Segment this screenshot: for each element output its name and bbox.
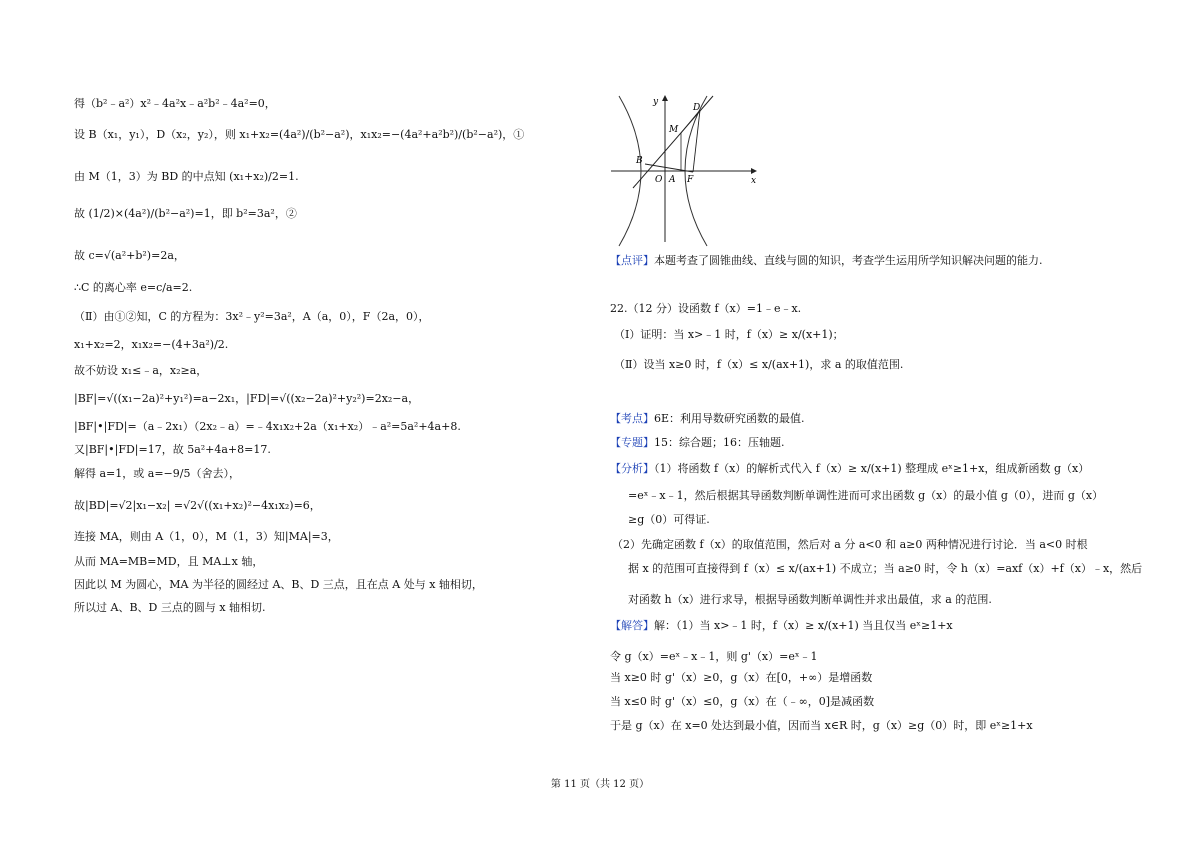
kaodian-line — [610, 412, 805, 426]
x-axis-arrow — [751, 168, 757, 174]
left-line-17: 因此以 M 为圆心，MA 为半径的圆经过 A、B、D 三点，且在点 A 处与 x 轴相切， — [74, 578, 483, 591]
fenxi-tag: 【分析】 — [610, 462, 654, 475]
left-line-9: 故不妨设 x₁≤﹣a，x₂≥a， — [74, 364, 208, 377]
label-y: y — [653, 97, 659, 107]
jieda-line-1 — [610, 619, 953, 633]
hyperbola-figure — [605, 92, 765, 250]
jieda-line-5: 于是 g（x）在 x=0 处达到最小值，因而当 x∈R 时，g（x）≥g（0）时，即 eˣ≥1+x — [610, 719, 1033, 732]
jieda-text-1: 解：（1）当 x>﹣1 时，f（x）≥ x/(x+1) 当且仅当 eˣ≥1+x — [654, 619, 953, 632]
left-line-15: 连接 MA，则由 A（1，0），M（1，3）知|MA|=3， — [74, 530, 339, 543]
left-line-8: x₁+x₂=2，x₁x₂=−(4+3a²)/2. — [74, 338, 229, 351]
dianping-text: 本题考查了圆锥曲线、直线与圆的知识，考查学生运用所学知识解决问题的能力. — [654, 254, 1043, 267]
left-line-18: 所以过 A、B、D 三点的圆与 x 轴相切. — [74, 601, 266, 614]
left-line-6: ∴C 的离心率 e=c/a=2. — [74, 281, 193, 294]
fenxi-line-3: ≥g（0）可得证. — [628, 513, 710, 526]
zhuanti-line — [610, 436, 785, 450]
left-line-12: 又|BF|•|FD|=17，故 5a²+4a+8=17. — [74, 443, 271, 456]
fenxi-line-5: 据 x 的范围可直接得到 f（x）≤ x/(ax+1) 不成立；当 a≥0 时，令 h（x）=axf（x）+f（x）﹣x，然后 — [628, 562, 1143, 575]
left-line-11: |BF|•|FD|=（a﹣2x₁）（2x₂﹣a）=﹣4x₁x₂+2a（x₁+x₂）﹣a²=5a²+4a+8. — [74, 420, 461, 433]
fenxi-text-1: （1）将函数 f（x）的解析式代入 f（x）≥ x/(x+1) 整理成 eˣ≥1+x，组成新函数 g（x） — [654, 462, 1090, 475]
label-m: M — [669, 125, 679, 135]
kaodian-text: 6E：利用导数研究函数的最值. — [654, 412, 805, 425]
y-axis-arrow — [662, 95, 668, 101]
dianping-tag: 【点评】 — [610, 254, 654, 267]
q22-part1: （Ⅰ）证明：当 x>﹣1 时，f（x）≥ x/(x+1)； — [614, 328, 844, 341]
left-line-2: 设 B（x₁，y₁），D（x₂，y₂），则 x₁+x₂=(4a²)/(b²−a²)，x₁x₂=−(4a²+a²b²)/(b²−a²)，① — [74, 128, 525, 141]
left-line-10: |BF|=√((x₁−2a)²+y₁²)=a−2x₁，|FD|=√((x₂−2a)²+y₂²)=2x₂−a， — [74, 392, 420, 405]
left-line-16: 从而 MA=MB=MD，且 MA⊥x 轴， — [74, 555, 264, 568]
fenxi-line-2: =eˣ﹣x﹣1，然后根据其导函数判断单调性进而可求出函数 g（x）的最小值 g（0），进而 g（x） — [628, 489, 1104, 502]
q22-part2: （Ⅱ）设当 x≥0 时，f（x）≤ x/(ax+1)，求 a 的取值范围. — [614, 358, 904, 371]
zhuanti-tag: 【专题】 — [610, 436, 654, 449]
zhuanti-text: 15：综合题；16：压轴题. — [654, 436, 785, 449]
q22-title: 22.（12 分）设函数 f（x）=1﹣e﹣x. — [610, 302, 802, 315]
jieda-line-3: 当 x≥0 时 g'（x）≥0，g（x）在[0，+∞）是增函数 — [610, 671, 873, 684]
left-line-14: 故|BD|=√2|x₁−x₂| =√2√((x₁+x₂)²−4x₁x₂)=6， — [74, 499, 321, 512]
fenxi-line-4: （2）先确定函数 f（x）的取值范围，然后对 a 分 a<0 和 a≥0 两种情况进行讨论．当 a<0 时根 — [612, 538, 1088, 551]
fenxi-line-6: 对函数 h（x）进行求导，根据导函数判断单调性并求出最值，求 a 的范围. — [628, 593, 992, 606]
left-line-5: 故 c=√(a²+b²)=2a， — [74, 249, 185, 262]
dianping-line — [610, 254, 1043, 268]
jieda-tag: 【解答】 — [610, 619, 654, 632]
label-f: F — [687, 175, 694, 185]
page-footer: 第 11 页（共 12 页） — [550, 779, 650, 790]
label-d: D — [693, 103, 701, 113]
left-line-7: （Ⅱ）由①②知，C 的方程为：3x²﹣y²=3a²，A（a，0），F（2a，0）， — [74, 310, 430, 323]
kaodian-tag: 【考点】 — [610, 412, 654, 425]
segment-fd — [693, 110, 700, 172]
label-o: O — [655, 175, 663, 185]
left-line-1: 得（b²﹣a²）x²﹣4a²x﹣a²b²﹣4a²=0， — [74, 97, 276, 110]
left-line-13: 解得 a=1，或 a=−9/5（舍去）， — [74, 467, 240, 480]
left-line-4: 故 (1/2)×(4a²)/(b²−a²)=1，即 b²=3a²，② — [74, 207, 297, 220]
left-line-3: 由 M（1，3）为 BD 的中点知 (x₁+x₂)/2=1. — [74, 170, 299, 183]
label-b: B — [636, 156, 643, 166]
jieda-line-2: 令 g（x）=eˣ﹣x﹣1，则 g'（x）=eˣ﹣1 — [610, 650, 818, 663]
fenxi-line-1 — [610, 462, 1089, 476]
jieda-line-4: 当 x≤0 时 g'（x）≤0，g（x）在（﹣∞，0]是减函数 — [610, 695, 875, 708]
segment-md — [681, 110, 700, 133]
label-a: A — [669, 175, 676, 185]
label-x: x — [751, 176, 757, 186]
